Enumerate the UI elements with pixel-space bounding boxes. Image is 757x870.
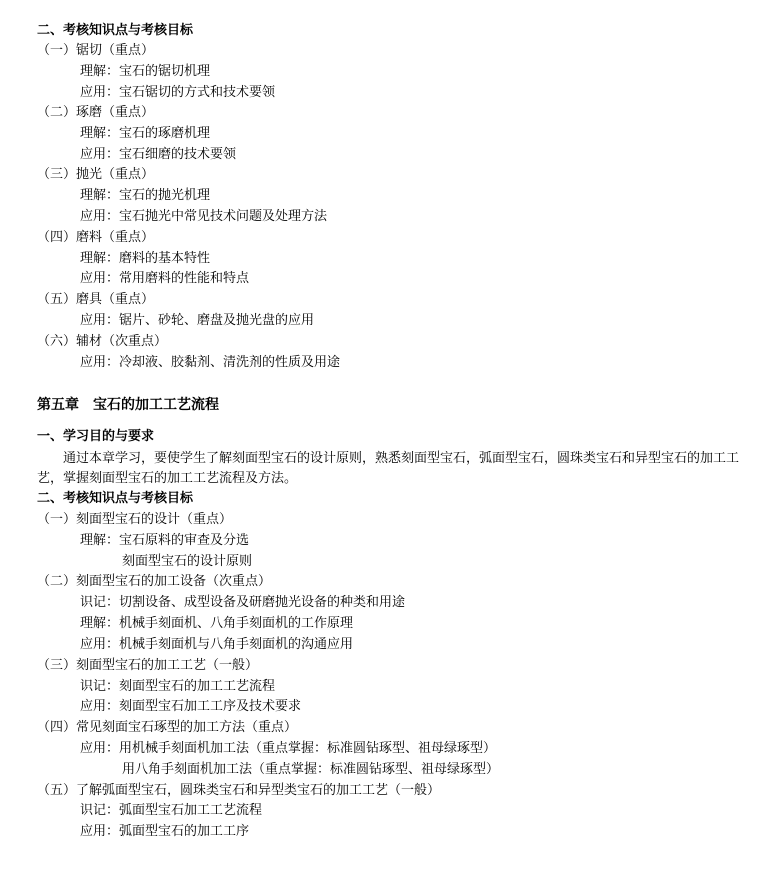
- topic-label: （三）抛光（重点）: [37, 167, 155, 182]
- objective-line: 应用：弧面型宝石的加工工序: [80, 824, 250, 839]
- topic-label: （六）辅材（次重点）: [37, 334, 168, 349]
- objective-line: 应用：机械手刻面机与八角手刻面机的沟通应用: [80, 637, 354, 652]
- objective-line: 理解：宝石的锯切机理: [80, 64, 211, 79]
- objective-line: 应用：宝石细磨的技术要领: [80, 147, 237, 162]
- objective-line: 识记：刻面型宝石的加工工艺流程: [80, 679, 276, 694]
- objective-line: 应用：刻面型宝石加工工序及技术要求: [80, 699, 302, 714]
- objective-line: 用八角手刻面机加工法（重点掌握：标准圆钻琢型、祖母绿琢型）: [122, 762, 500, 777]
- topic-label: （五）磨具（重点）: [37, 292, 155, 307]
- section-heading: 二、考核知识点与考核目标: [37, 23, 194, 38]
- topic-label: （四）常见刻面宝石琢型的加工方法（重点）: [37, 720, 298, 735]
- topic-label: （二）刻面型宝石的加工设备（次重点）: [37, 574, 272, 589]
- objective-line: 理解：宝石的琢磨机理: [80, 126, 211, 141]
- topic-label: （二）琢磨（重点）: [37, 105, 155, 120]
- topic-label: （一）锯切（重点）: [37, 43, 155, 58]
- objective-line: 刻面型宝石的设计原则: [122, 554, 253, 569]
- chapter-title: 第五章 宝石的加工工艺流程: [37, 397, 219, 413]
- topic-label: （四）磨料（重点）: [37, 230, 155, 245]
- objective-line: 应用：宝石抛光中常见技术问题及处理方法: [80, 209, 328, 224]
- objective-line: 理解：宝石原料的审查及分选: [80, 533, 250, 548]
- topic-label: （三）刻面型宝石的加工工艺（一般）: [37, 658, 259, 673]
- objective-line: 识记：切割设备、成型设备及研磨抛光设备的种类和用途: [80, 595, 406, 610]
- purpose-paragraph: 通过本章学习，要使学生了解刻面型宝石的设计原则，熟悉刻面型宝石，弧面型宝石，圆珠类宝石和异型宝石的加工工艺，掌握刻面型宝石的加工工艺流程及方法。: [37, 451, 740, 486]
- objective-line: 应用：冷却液、胶黏剂、清洗剂的性质及用途: [80, 355, 341, 370]
- section-heading: 二、考核知识点与考核目标: [37, 491, 194, 506]
- objective-line: 应用：锯片、砂轮、磨盘及抛光盘的应用: [80, 313, 315, 328]
- objective-line: 理解：机械手刻面机、八角手刻面机的工作原理: [80, 616, 354, 631]
- objective-line: 应用：常用磨料的性能和特点: [80, 271, 250, 286]
- objective-line: 应用：用机械手刻面机加工法（重点掌握：标准圆钻琢型、祖母绿琢型）: [80, 741, 497, 756]
- section-heading: 一、学习目的与要求: [37, 429, 155, 444]
- objective-line: 理解：宝石的抛光机理: [80, 188, 211, 203]
- objective-line: 识记：弧面型宝石加工工艺流程: [80, 803, 263, 818]
- objective-line: 理解：磨料的基本特性: [80, 251, 211, 266]
- objective-line: 应用：宝石锯切的方式和技术要领: [80, 85, 276, 100]
- topic-label: （五）了解弧面型宝石，圆珠类宝石和异型类宝石的加工工艺（一般）: [37, 783, 441, 798]
- topic-label: （一）刻面型宝石的设计（重点）: [37, 512, 233, 527]
